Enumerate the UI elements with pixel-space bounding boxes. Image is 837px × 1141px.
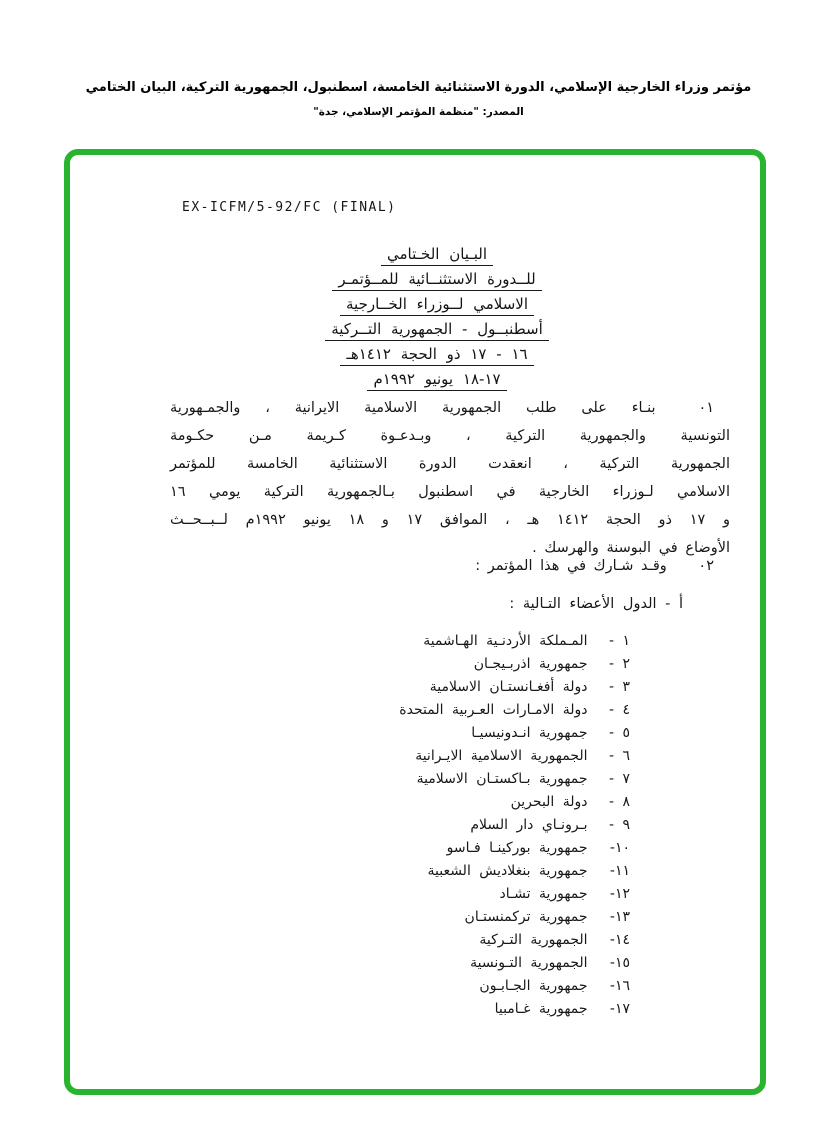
paragraph-1 bbox=[170, 394, 730, 562]
member-state-row bbox=[170, 837, 630, 860]
paragraph-1-number: ٠١ bbox=[698, 400, 715, 416]
member-state-number: ١٢- bbox=[609, 886, 630, 902]
member-state-row bbox=[170, 699, 630, 722]
member-state-number: ١ - bbox=[608, 633, 630, 649]
member-state-row bbox=[170, 860, 630, 883]
member-state-name: المـملكة الأردنـية الهـاشمية bbox=[423, 633, 588, 649]
member-state-row bbox=[170, 952, 630, 975]
document-title-text: ١٦ - ١٧ ذو الحجة ١٤١٢هـ bbox=[340, 345, 533, 366]
member-state-name: دولة البحرين bbox=[510, 794, 588, 810]
paragraph-2-number: ٠٢ bbox=[698, 558, 714, 574]
paragraph-line-text: الجمهورية التركية ، انعقدت الدورة الاستثنائية الخامسة للمؤتمر bbox=[170, 456, 730, 472]
member-state-number: ٩ - bbox=[608, 817, 630, 833]
member-state-row bbox=[170, 676, 630, 699]
member-state-row bbox=[170, 906, 630, 929]
member-state-name: الجمهورية الاسلامية الايـرانية bbox=[415, 748, 588, 764]
member-state-row bbox=[170, 653, 630, 676]
member-state-name: جمهورية تشـاد bbox=[499, 886, 588, 902]
member-states-list bbox=[170, 630, 630, 1021]
paragraph-1-first-text: بنـاء على طلب الجمهورية الاسلامية الايرانية ، والجمـهورية bbox=[170, 400, 656, 416]
document-id: EX-ICFM/5-92/FC (FINAL) bbox=[182, 200, 397, 215]
member-state-number: ١٦- bbox=[609, 978, 630, 994]
document-title-text: البـيان الخـتامي bbox=[381, 245, 493, 266]
member-state-name: جمهورية بـاكستـان الاسلامية bbox=[416, 771, 588, 787]
document-title-block bbox=[92, 245, 782, 395]
member-state-number: ١٥- bbox=[609, 955, 630, 971]
member-state-number: ٢ - bbox=[608, 656, 630, 672]
member-state-row bbox=[170, 929, 630, 952]
member-state-row bbox=[170, 745, 630, 768]
member-state-number: ١٤- bbox=[609, 932, 630, 948]
document-title-line bbox=[92, 370, 782, 389]
member-state-name: جمهورية بوركينـا فـاسو bbox=[446, 840, 588, 856]
member-state-name: جمهورية بنغلاديش الشعبية bbox=[427, 863, 588, 879]
member-state-row bbox=[170, 630, 630, 653]
paragraph-1-middle-lines bbox=[170, 422, 730, 534]
document-title-text: الاسلامي لــوزراء الخــارجية bbox=[340, 295, 534, 316]
member-state-row bbox=[170, 998, 630, 1021]
paragraph-1-first-line bbox=[170, 394, 730, 422]
header-title: مؤتمر وزراء الخارجية الإسلامي، الدورة الاستثنائية الخامسة، اسطنبول، الجمهورية التركية، البيان الختامي bbox=[85, 80, 752, 95]
member-state-number: ١٠- bbox=[609, 840, 630, 856]
member-state-number: ١١- bbox=[609, 863, 630, 879]
paragraph-line-text: و ١٧ ذو الحجة ١٤١٢ هـ ، الموافق ١٧ و ١٨ يونيو ١٩٩٢م لــبــحــث bbox=[170, 512, 730, 528]
section-a-heading: أ - الدول الأعضاء التـالية : bbox=[509, 596, 683, 612]
member-state-number: ٤ - bbox=[608, 702, 630, 718]
document-title-line bbox=[92, 345, 782, 364]
member-state-name: الجمهورية التـركية bbox=[479, 932, 588, 948]
member-state-number: ٣ - bbox=[608, 679, 630, 695]
paragraph-line-text: الاسلامي لـوزراء الخارجية في اسطنبول بـالجمهورية التركية يومي ١٦ bbox=[170, 484, 730, 500]
paragraph-line-text: التونسية والجمهورية التركية ، وبـدعـوة كـريمة مـن حكـومة bbox=[170, 428, 730, 444]
member-state-name: جمهورية تركمنستـان bbox=[464, 909, 588, 925]
member-state-name: الجمهورية التـونسية bbox=[470, 955, 588, 971]
member-state-number: ١٧- bbox=[609, 1001, 630, 1017]
document-title-text: أسطنبــول - الجمهورية التــركية bbox=[325, 320, 549, 341]
member-state-name: جمهورية اذربـيجـان bbox=[473, 656, 588, 672]
paragraph-line bbox=[170, 422, 730, 450]
member-state-row bbox=[170, 814, 630, 837]
member-state-row bbox=[170, 768, 630, 791]
document-title-text: ١٧-١٨ يونيو ١٩٩٢م bbox=[367, 370, 506, 391]
member-state-name: جمهورية غـامبيا bbox=[494, 1001, 588, 1017]
member-state-row bbox=[170, 722, 630, 745]
document-frame bbox=[64, 149, 766, 1095]
document-title-line bbox=[92, 270, 782, 289]
header-source: المصدر: "منظمة المؤتمر الإسلامي، جدة" bbox=[313, 106, 524, 118]
member-state-name: بـرونـاي دار السلام bbox=[470, 817, 588, 833]
member-state-name: جمهورية انـدونيسيـا bbox=[471, 725, 588, 741]
member-state-row bbox=[170, 883, 630, 906]
document-title-line bbox=[92, 245, 782, 264]
member-state-number: ٥ - bbox=[608, 725, 630, 741]
paragraph-line bbox=[170, 450, 730, 478]
member-state-name: دولة الامـارات العـربية المتحدة bbox=[399, 702, 588, 718]
paragraph-1-last-line: الأوضاع في البوسنة والهرسك . bbox=[532, 540, 730, 556]
member-state-row bbox=[170, 975, 630, 998]
document-title-line bbox=[92, 295, 782, 314]
paragraph-2 bbox=[170, 557, 730, 575]
paragraph-line bbox=[170, 506, 730, 534]
document-title-line bbox=[92, 320, 782, 339]
member-state-number: ٧ - bbox=[608, 771, 630, 787]
member-state-row bbox=[170, 791, 630, 814]
member-state-number: ٦ - bbox=[608, 748, 630, 764]
member-state-name: جمهورية الجـابـون bbox=[479, 978, 588, 994]
member-state-name: دولة أفغـانستـان الاسلامية bbox=[429, 679, 588, 695]
paragraph-line bbox=[170, 478, 730, 506]
member-state-number: ٨ - bbox=[608, 794, 630, 810]
paragraph-2-text: وقـد شـارك في هذا المؤتمر : bbox=[475, 558, 667, 574]
document-title-text: للــدورة الاستثنــائية للمــؤتمـر bbox=[332, 270, 541, 291]
member-state-number: ١٣- bbox=[609, 909, 630, 925]
